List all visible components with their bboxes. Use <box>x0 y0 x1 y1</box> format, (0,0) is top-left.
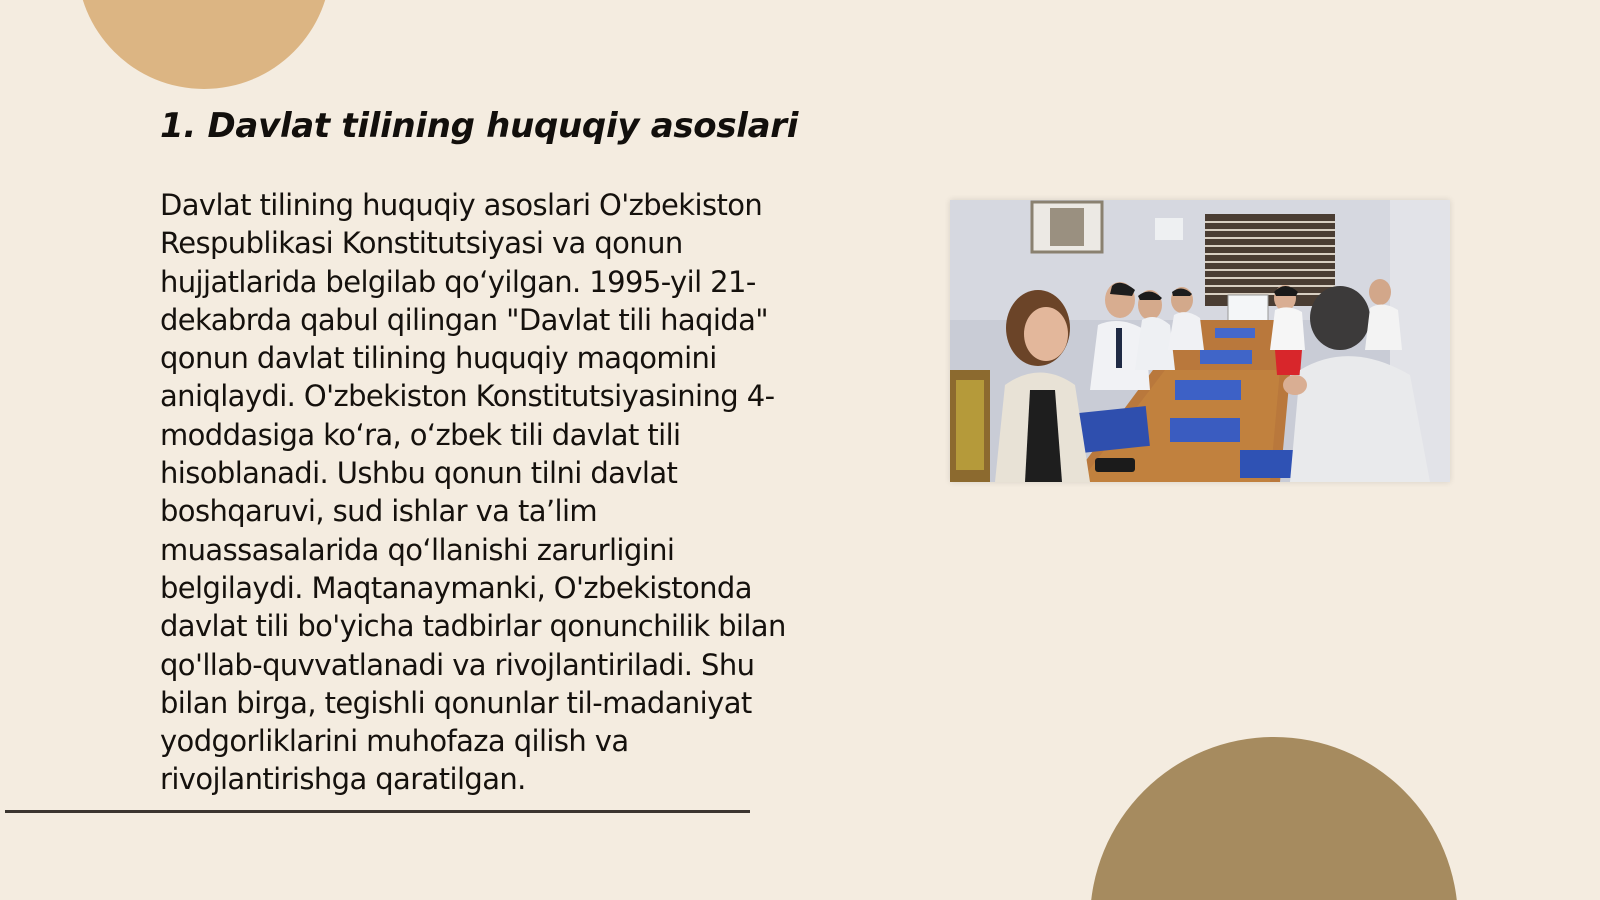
divider-line <box>5 810 750 813</box>
body-line: rivojlantirishga qaratilgan. <box>160 762 526 797</box>
meeting-photo-illustration <box>950 200 1450 482</box>
body-line: dekabrda qabul qilingan "Davlat tili haqida" <box>160 302 769 337</box>
meeting-photo <box>950 200 1450 482</box>
body-line: moddasiga ko‘ra, o‘zbek tili davlat tili <box>160 417 681 452</box>
body-line: Respublikasi Konstitutsiyasi va qonun <box>160 226 683 261</box>
body-line: yodgorliklarini muhofaza qilish va <box>160 724 629 759</box>
decorative-circle-bottom <box>1090 737 1458 900</box>
body-line: belgilaydi. Maqtanaymanki, O'zbekistonda <box>160 570 752 605</box>
slide-title: 1. Davlat tilining huquqiy asoslari <box>160 106 799 146</box>
body-line: muassasalarida qo‘llanishi zarurligini <box>160 532 675 567</box>
body-line: davlat tili bo'yicha tadbirlar qonunchilik bilan <box>160 609 786 644</box>
body-line: qonun davlat tilining huquqiy maqomini <box>160 341 717 376</box>
body-line: hujjatlarida belgilab qo‘yilgan. 1995-yil 21- <box>160 264 756 299</box>
body-line: bilan birga, tegishli qonunlar til-madaniyat <box>160 685 752 720</box>
body-paragraph <box>160 186 840 799</box>
body-line: hisoblanadi. Ushbu qonun tilni davlat <box>160 456 678 491</box>
body-line: boshqaruvi, sud ishlar va ta’lim <box>160 494 598 529</box>
body-line: Davlat tilining huquqiy asoslari O'zbekiston <box>160 188 763 222</box>
body-line: qo'llab-quvvatlanadi va rivojlantiriladi. Shu <box>160 647 755 682</box>
body-line: aniqlaydi. O'zbekiston Konstitutsiyasining 4- <box>160 379 775 414</box>
decorative-circle-top <box>77 0 331 89</box>
